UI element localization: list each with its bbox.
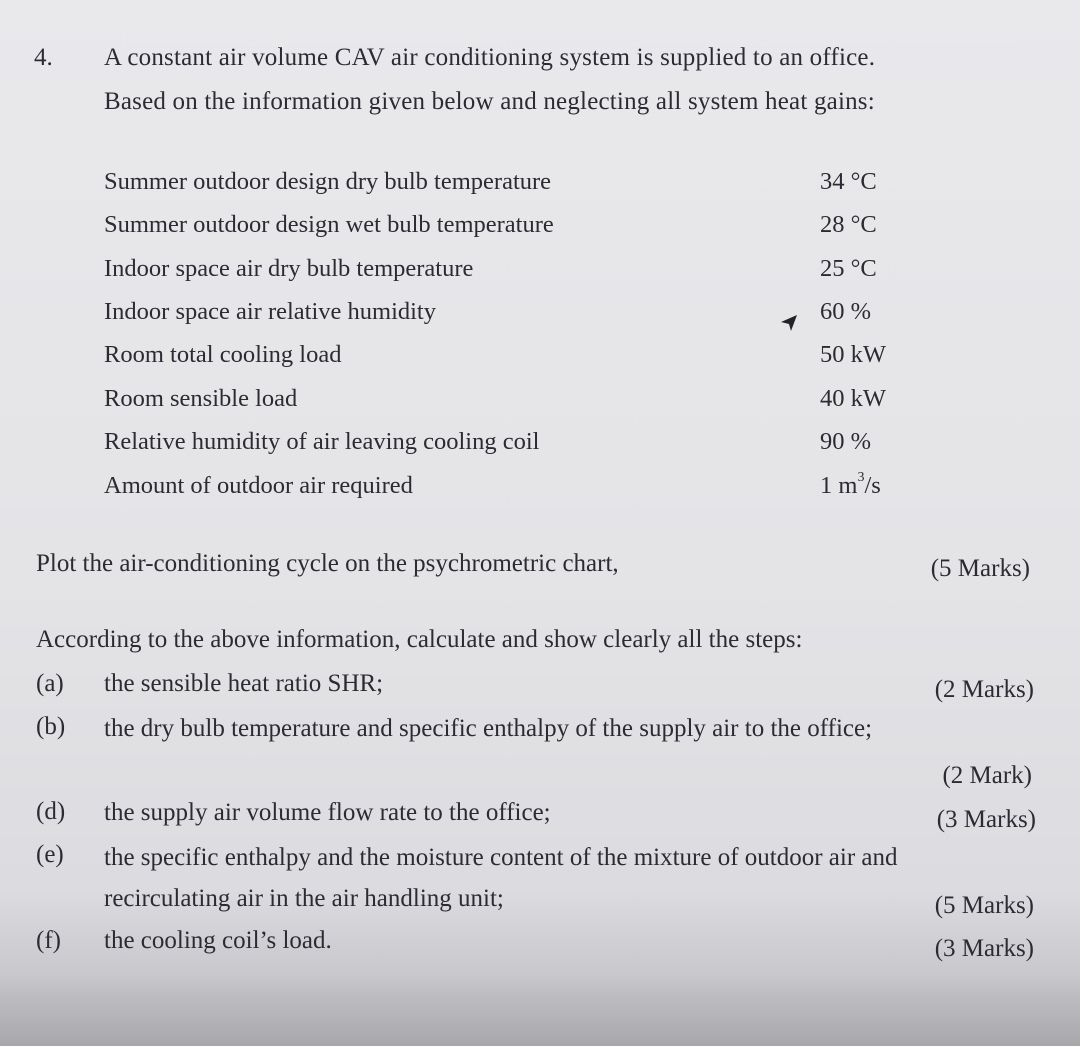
parameter-row: [104, 385, 924, 425]
question-intro-line-1: A constant air volume CAV air conditioning system is supplied to an office.: [104, 44, 876, 71]
question-number: 4.: [34, 44, 53, 71]
item-text: the dry bulb temperature and specific enthalpy of the supply air to the office;: [104, 715, 873, 742]
parameter-value: 40 kW: [820, 385, 886, 412]
parameter-value: 34 °C: [820, 168, 877, 195]
item-marks: (5 Marks): [934, 892, 1034, 919]
item-letter: (d): [36, 798, 66, 825]
parameter-label: Summer outdoor design dry bulb temperature: [104, 168, 552, 195]
parameter-value: 50 kW: [820, 341, 886, 368]
plot-task-marks: (5 Marks): [930, 555, 1030, 582]
item-text-continued: recirculating air in the air handling unit;: [104, 885, 504, 912]
item-marks: (3 Marks): [936, 806, 1036, 833]
bottom-shadow: [0, 975, 1080, 1046]
item-letter: (a): [36, 670, 64, 697]
parameter-row: [104, 255, 924, 295]
parameter-label: Indoor space air dry bulb temperature: [104, 255, 474, 282]
question-intro-line-2: Based on the information given below and neglecting all system heat gains:: [104, 88, 875, 115]
item-text: the supply air volume flow rate to the office;: [104, 799, 551, 826]
item-letter: (e): [36, 841, 64, 868]
parameter-value: 25 °C: [820, 255, 877, 282]
item-letter: (b): [36, 713, 66, 740]
parameter-value: 90 %: [820, 428, 872, 455]
item-marks: (2 Marks): [934, 676, 1034, 703]
parameter-value: 1 $m^3/s$: [820, 470, 881, 499]
parameter-value: 60 %: [820, 298, 872, 325]
parameter-row: [104, 298, 924, 338]
parameter-row: [104, 341, 924, 381]
parameter-row: [104, 472, 924, 512]
parameter-label: Summer outdoor design wet bulb temperature: [104, 211, 554, 238]
parameter-value: 28 °C: [820, 211, 877, 238]
item-marks: (2 Mark): [942, 762, 1032, 789]
calc-intro: According to the above information, calculate and show clearly all the steps:: [36, 626, 803, 653]
parameter-row: [104, 168, 924, 208]
plot-task-text: Plot the air-conditioning cycle on the psychrometric chart,: [36, 550, 619, 577]
item-text: the specific enthalpy and the moisture content of the mixture of outdoor air and: [104, 844, 898, 871]
parameter-label: Indoor space air relative humidity: [104, 298, 436, 325]
item-text: the sensible heat ratio SHR;: [104, 670, 384, 697]
parameter-label: Relative humidity of air leaving cooling coil: [104, 428, 540, 455]
item-text: the cooling coil’s load.: [104, 927, 332, 954]
parameter-row: [104, 211, 924, 251]
item-letter: (f): [36, 927, 61, 954]
parameter-row: [104, 428, 924, 468]
parameter-label: Amount of outdoor air required: [104, 472, 413, 499]
parameter-label: Room total cooling load: [104, 341, 342, 368]
item-marks: (3 Marks): [934, 935, 1034, 962]
mouse-cursor-icon: [780, 313, 798, 333]
parameter-label: Room sensible load: [104, 385, 298, 412]
